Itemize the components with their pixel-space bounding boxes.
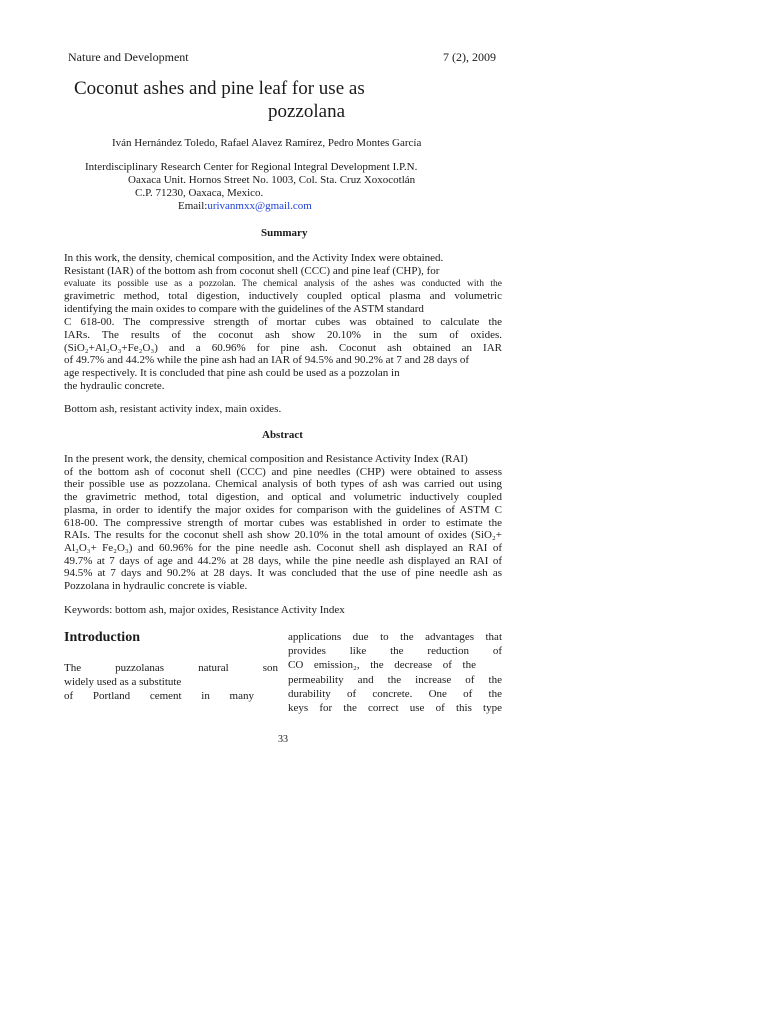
summary-line: of 49.7% and 44.2% while the pine ash had an IAR of 94.5% and 90.2% at 7 and 28 days of bbox=[64, 354, 470, 367]
paper-title-line-2: pozzolana bbox=[268, 101, 346, 122]
abstract-keywords: Keywords: bottom ash, major oxides, Resistance Activity Index bbox=[64, 604, 345, 616]
introduction-right-line: provides like the reduction of bbox=[288, 645, 502, 658]
abstract-line: plasma, in order to identify the major oxides for comparison with the guidelines of ASTM C bbox=[64, 503, 502, 516]
abstract-line: their possible use as pozzolana. Chemical analysis of both types of ash was carried out using bbox=[64, 478, 502, 491]
abstract-line: Pozzolana in hydraulic concrete is viable. bbox=[64, 580, 248, 592]
summary-line: C 618-00. The compressive strength of mortar cubes was obtained to calculate the bbox=[64, 316, 502, 328]
abstract-line: the gravimetric method, total digestion, and optical and volumetric inductively coupled bbox=[64, 491, 502, 504]
introduction-left-line: The puzzolanas natural son bbox=[64, 662, 278, 674]
affiliation-line-1: Interdisciplinary Research Center for Regional Integral Development I.P.N. bbox=[85, 161, 418, 173]
authors: Iván Hernández Toledo, Rafael Alavez Ramírez, Pedro Montes García bbox=[112, 137, 422, 149]
summary-line: (SiO₂+Al₂O₃+Fe₂O₃) and a 60.96% for pine ash. Coconut ash obtained an IAR bbox=[64, 341, 502, 354]
abstract-line: 618-00. The compressive strength of mortar cubes was established in order to estimate the bbox=[64, 516, 502, 529]
abstract-line: of the bottom ash of coconut shell (CCC) and pine needles (CHP) were obtained to assess bbox=[64, 465, 502, 478]
email-line bbox=[178, 200, 312, 212]
introduction-right-line: applications due to the advantages that bbox=[288, 631, 502, 643]
affiliation-line-3: C.P. 71230, Oaxaca, Mexico. bbox=[135, 187, 264, 199]
introduction-right-line: CO emission₂, the decrease of the bbox=[288, 659, 476, 672]
introduction-right-line: keys for the correct use of this type bbox=[288, 702, 502, 714]
introduction-left-line: widely used as a substitute bbox=[64, 676, 182, 688]
summary-line: identifying the main oxides to compare with the guidelines of the ASTM standard bbox=[64, 303, 424, 316]
abstract-line: 49.7% at 7 days of age and 44.2% at 28 days, while the pine needle ash displayed an RAI of bbox=[64, 554, 502, 567]
summary-line: gravimetric method, total digestion, inductively coupled optical plasma and volumetric bbox=[64, 290, 502, 303]
abstract-heading: Abstract bbox=[262, 429, 303, 441]
introduction-right-line: permeability and the increase of the bbox=[288, 673, 502, 686]
abstract-line: 94.5% at 7 days and 90.2% at 28 days. It was concluded that the use of pine needle ash as bbox=[64, 567, 502, 580]
affiliation-line-2: Oaxaca Unit. Hornos Street No. 1003, Col. Sta. Cruz Xoxocotlán bbox=[128, 174, 416, 186]
summary-line: age respectively. It is concluded that pine ash could be used as a pozzolan in bbox=[64, 367, 400, 380]
introduction-right-line: durability of concrete. One of the bbox=[288, 687, 502, 700]
abstract-line: In the present work, the density, chemical composition and Resistance Activity Index (RAI) bbox=[64, 453, 468, 465]
email-label: Email: bbox=[178, 200, 208, 212]
email-link[interactable]: urivanmxx@gmail.com bbox=[207, 200, 312, 212]
paper-title-line-1: Coconut ashes and pine leaf for use as bbox=[74, 78, 365, 99]
journal-issue: 7 (2), 2009 bbox=[443, 50, 496, 64]
page-number: 33 bbox=[278, 734, 288, 745]
journal-name: Nature and Development bbox=[68, 50, 189, 64]
summary-heading: Summary bbox=[261, 227, 308, 239]
summary-line: evaluate its possible use as a pozzolan. The chemical analysis of the ashes was conducted with the bbox=[64, 278, 502, 289]
summary-line: IARs. The results of the coconut ash show 20.10% in the sum of oxides. bbox=[64, 328, 502, 341]
summary-line: Resistant (IAR) of the bottom ash from coconut shell (CCC) and pine leaf (CHP), for bbox=[64, 264, 440, 277]
summary-line: In this work, the density, chemical composition, and the Activity Index were obtained. bbox=[64, 252, 444, 264]
introduction-heading: Introduction bbox=[64, 630, 140, 645]
summary-line: the hydraulic concrete. bbox=[64, 380, 165, 392]
abstract-line: RAIs. The results for the coconut shell ash show 20.10% in the total amount of oxides (SiO₂+ bbox=[64, 529, 502, 542]
introduction-left-line: of Portland cement in many bbox=[64, 690, 254, 702]
summary-keywords: Bottom ash, resistant activity index, main oxides. bbox=[64, 403, 282, 415]
abstract-line: Al₂O₃+ Fe₂O₃) and 60.96% for the pine needle ash. Coconut shell ash displayed an RAI of bbox=[64, 541, 502, 554]
